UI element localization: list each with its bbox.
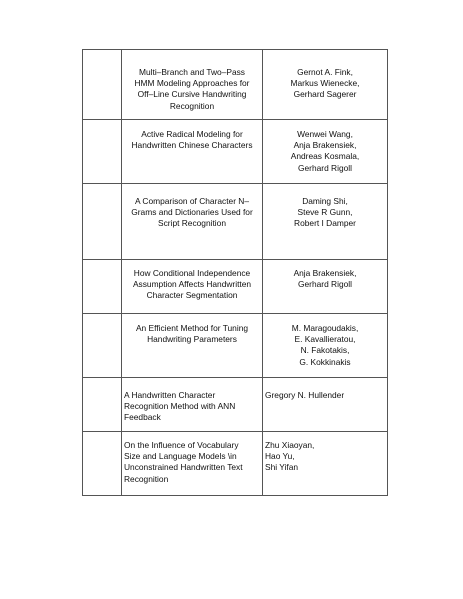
paper-authors-cell [263,378,388,432]
table-row [83,260,388,314]
table-row [83,314,388,378]
table-cell-empty [83,260,122,314]
table-row [83,120,388,184]
paper-title: How Conditional Independence Assumption Affects Handwritten Character Segmentation [132,268,252,301]
table-cell-empty [83,432,122,496]
paper-title: On the Influence of Vocabulary Size and Language Models \in Unconstrained Handwritten Text Recognition [124,440,243,484]
paper-authors-cell [263,314,388,378]
table-cell-empty [83,184,122,260]
paper-title-cell [122,432,263,496]
table-row [83,184,388,260]
paper-title-cell [122,184,263,260]
paper-title: A Handwritten Character Recognition Method with ANN Feedback [124,390,236,423]
paper-title: An Efficient Method for Tuning Handwriting Parameters [135,323,249,345]
paper-title-cell [122,314,263,378]
paper-authors: Gernot A. Fink, Markus Wienecke, Gerhard Sagerer [290,67,360,100]
paper-authors-cell [263,50,388,120]
table-cell-empty [83,378,122,432]
table-row [83,432,388,496]
table-row [83,378,388,432]
paper-title-cell [122,50,263,120]
paper-title: A Comparison of Character N– Grams and Dictionaries Used for Script Recognition [131,196,253,229]
table-cell-empty [83,50,122,120]
paper-title-cell [122,378,263,432]
paper-authors-cell [263,184,388,260]
paper-authors: Zhu Xiaoyan, Hao Yu, Shi Yifan [265,440,315,473]
table-cell-empty [83,120,122,184]
paper-title: Multi–Branch and Two–Pass HMM Modeling Approaches for Off–Line Cursive Handwriting Recognition [134,67,250,111]
table-row [83,50,388,120]
paper-authors: M. Maragoudakis, E. Kavallieratou, N. Fakotakis, G. Kokkinakis [291,323,359,367]
papers-table [82,49,388,496]
paper-authors: Anja Brakensiek, Gerhard Rigoll [293,268,357,290]
paper-authors: Gregory N. Hullender [265,390,345,400]
table-cell-empty [83,314,122,378]
paper-authors-cell [263,432,388,496]
paper-title: Active Radical Modeling for Handwritten Chinese Characters [131,129,253,151]
paper-authors: Daming Shi, Steve R Gunn, Robert I Damper [294,196,356,229]
paper-authors: Wenwei Wang, Anja Brakensiek, Andreas Kosmala, Gerhard Rigoll [290,129,360,173]
paper-authors-cell [263,260,388,314]
paper-title-cell [122,260,263,314]
paper-title-cell [122,120,263,184]
paper-authors-cell [263,120,388,184]
